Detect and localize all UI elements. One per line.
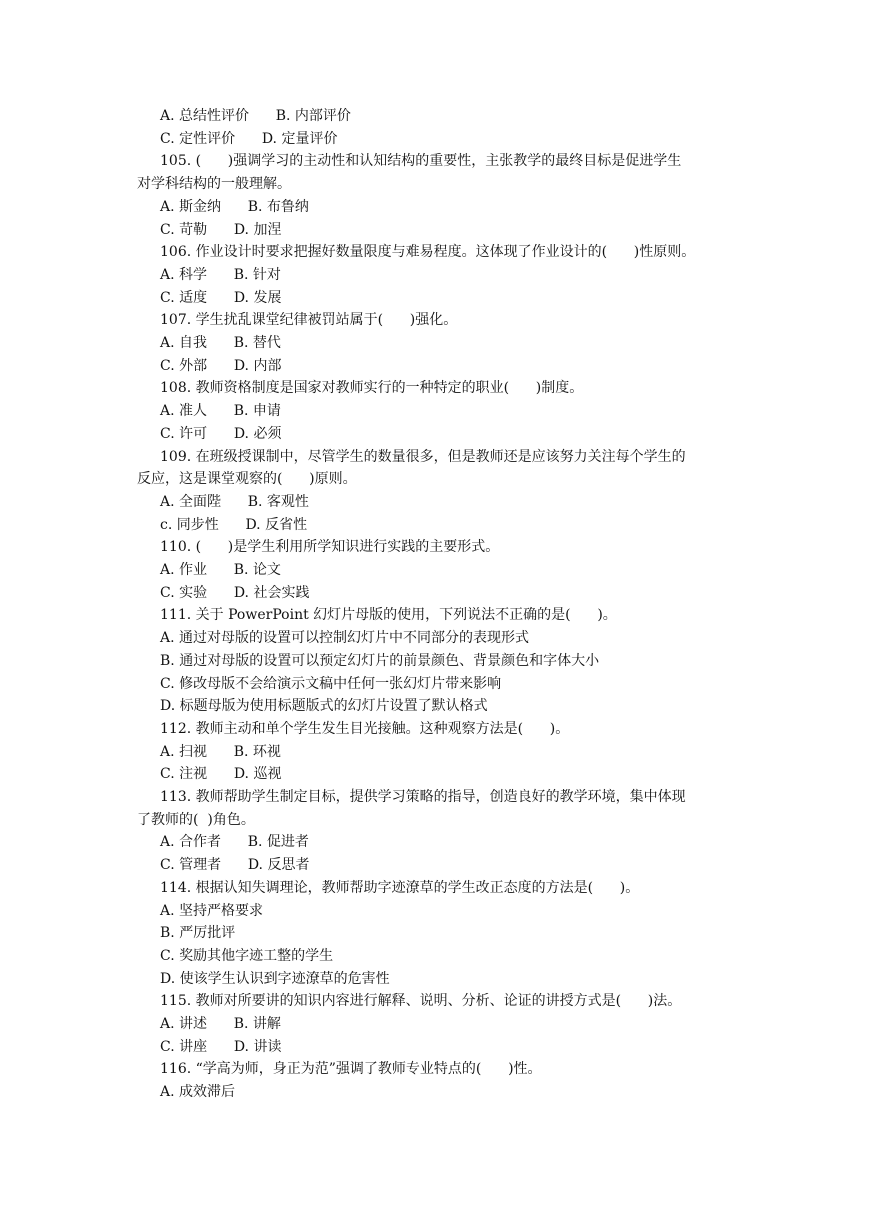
answer-option: A. 总结性评价 B. 内部评价 — [160, 108, 351, 124]
answer-option: B. 严厉批评 — [160, 925, 236, 942]
question-text: 106. 作业设计时要求把握好数量限度与难易程度。这体现了作业设计的( )性原则。 — [160, 244, 696, 261]
answer-option: C. 注视 D. 巡视 — [160, 766, 282, 783]
question-text: 116. “学高为师，身正为范”强调了教师专业特点的( )性。 — [160, 1061, 542, 1078]
answer-option: C. 定性评价 D. 定量评价 — [160, 130, 338, 147]
question-text: 109. 在班级授课制中，尽管学生的数量很多，但是教师还是应该努力关注每个学生的 — [160, 448, 686, 465]
answer-option: C. 管理者 D. 反思者 — [160, 857, 310, 874]
question-text-continued: 了教师的( )角色。 — [137, 811, 255, 828]
answer-option: C. 许可 D. 必须 — [160, 425, 282, 442]
question-text: 115. 教师对所要讲的知识内容进行解释、说明、分析、论证的讲授方式是( )法。 — [160, 993, 682, 1010]
answer-option: C. 奖励其他字迹工整的学生 — [160, 947, 334, 964]
answer-option: B. 通过对母版的设置可以预定幻灯片的前景颜色、背景颜色和字体大小 — [160, 652, 600, 669]
answer-option: A. 作业 B. 论文 — [160, 562, 281, 578]
answer-option: A. 准人 B. 申请 — [160, 403, 281, 420]
answer-option: C. 苛勒 D. 加涅 — [160, 221, 282, 238]
question-text: 107. 学生扰乱课堂纪律被罚站属于( )强化。 — [160, 312, 458, 329]
answer-option: A. 通过对母版的设置可以控制幻灯片中不同部分的表现形式 — [160, 630, 530, 647]
answer-option: C. 讲座 D. 讲读 — [160, 1038, 282, 1055]
question-text: 108. 教师资格制度是国家对教师实行的一种特定的职业( )制度。 — [160, 380, 584, 397]
answer-option: A. 成效滞后 — [160, 1084, 236, 1101]
answer-option: c. 同步性 D. 反省性 — [160, 516, 308, 533]
answer-option: A. 斯金纳 B. 布鲁纳 — [160, 198, 309, 215]
question-text: 105. ( )强调学习的主动性和认知结构的重要性，主张教学的最终目标是促进学生 — [160, 153, 682, 170]
question-text: 112. 教师主动和单个学生发生目光接触。这种观察方法是( )。 — [160, 720, 570, 737]
answer-option: A. 合作者 B. 促进者 — [160, 834, 309, 851]
answer-option: D. 使该学生认识到字迹潦草的危害性 — [160, 970, 390, 987]
question-text: 111. 关于 PowerPoint 幻灯片母版的使用，下列说法不正确的是( )。 — [160, 607, 617, 624]
answer-option: A. 坚持严格要求 — [160, 902, 264, 919]
answer-option: A. 全面陛 B. 客观性 — [160, 493, 309, 510]
question-text-continued: 反应，这是课堂观察的( )原则。 — [137, 471, 357, 488]
answer-option: C. 实验 D. 社会实践 — [160, 584, 310, 601]
answer-option: A. 自我 B. 替代 — [160, 335, 281, 351]
answer-option: A. 扫视 B. 环视 — [160, 743, 281, 760]
answer-option: C. 适度 D. 发展 — [160, 289, 282, 306]
answer-option: C. 修改母版不会给演示文稿中任何一张幻灯片带来影响 — [160, 675, 502, 692]
question-text-continued: 对学科结构的一般理解。 — [137, 176, 291, 193]
answer-option: D. 标题母版为使用标题版式的幻灯片设置了默认格式 — [160, 698, 488, 715]
answer-option: A. 科学 B. 针对 — [160, 266, 281, 283]
answer-option: C. 外部 D. 内部 — [160, 357, 282, 374]
answer-option: A. 讲述 B. 讲解 — [160, 1016, 281, 1032]
question-text: 110. ( )是学生利用所学知识进行实践的主要形式。 — [160, 539, 500, 556]
question-text: 113. 教师帮助学生制定目标，提供学习策略的指导，创造良好的教学环境，集中体现 — [160, 789, 686, 805]
question-text: 114. 根据认知失调理论，教师帮助字迹潦草的学生改正态度的方法是( )。 — [160, 879, 640, 896]
